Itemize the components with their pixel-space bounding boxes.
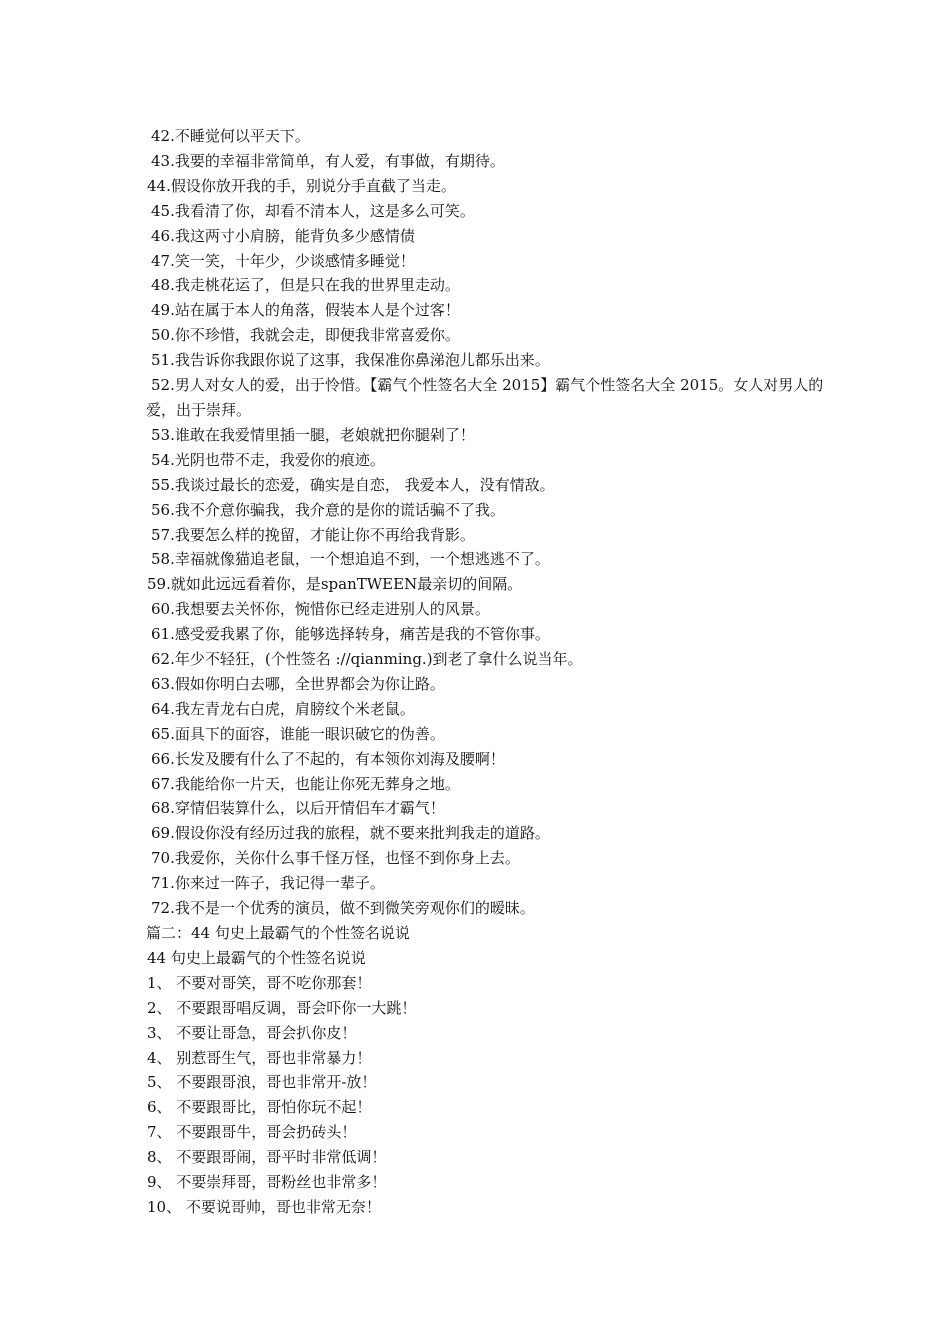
text-line: 3、 不要让哥急，哥会扒你皮！ [147, 1023, 357, 1042]
text-line: 68.穿情侣装算什么，以后开情侣车才霸气！ [151, 799, 445, 818]
text-line: 44.假设你放开我的手，别说分手直截了当走。 [147, 176, 456, 195]
text-line: 45.我看清了你，却看不清本人，这是多么可笑。 [151, 201, 475, 220]
text-line: 6、 不要跟哥比，哥怕你玩不起！ [147, 1098, 372, 1117]
text-line: 55.我谈过最长的恋爱，确实是自恋， 我爱本人，没有情敌。 [151, 475, 555, 494]
text-line: 65.面具下的面容，谁能一眼识破它的伪善。 [151, 724, 445, 743]
text-line: 9、 不要崇拜哥，哥粉丝也非常多！ [147, 1173, 387, 1192]
text-line: 54.光阴也带不走，我爱你的痕迹。 [151, 450, 385, 469]
text-line: 69.假设你没有经历过我的旅程，就不要来批判我走的道路。 [151, 824, 550, 843]
text-line: 50.你不珍惜，我就会走，即便我非常喜爱你。 [151, 326, 460, 345]
document-body [146, 124, 826, 1220]
text-line: 5、 不要跟哥浪，哥也非常开-放！ [147, 1073, 377, 1092]
text-line: 51.我告诉你我跟你说了这事，我保准你鼻涕泡儿都乐出来。 [151, 351, 550, 370]
text-line: 57.我要怎么样的挽留，才能让你不再给我背影。 [151, 525, 475, 544]
text-line: 70.我爱你，关你什么事千怪万怪，也怪不到你身上去。 [151, 849, 520, 868]
text-line: 7、 不要跟哥牛，哥会扔砖头！ [147, 1123, 357, 1142]
text-line: 1、 不要对哥笑，哥不吃你那套！ [147, 973, 372, 992]
text-line: 49.站在属于本人的角落，假装本人是个过客！ [151, 301, 460, 320]
subheading: 44 句史上最霸气的个性签名说说 [147, 948, 366, 967]
text-line: 60.我想要去关怀你，惋惜你已经走进别人的风景。 [151, 600, 490, 619]
text-line: 64.我左青龙右白虎，肩膀纹个米老鼠。 [151, 699, 415, 718]
text-line: 61.感受爱我累了你，能够选择转身，痛苦是我的不管你事。 [151, 625, 550, 644]
text-line: 4、 别惹哥生气，哥也非常暴力！ [147, 1048, 372, 1067]
text-line: 8、 不要跟哥闹，哥平时非常低调！ [147, 1148, 387, 1167]
text-line: 56.我不介意你骗我，我介意的是你的谎话骗不了我。 [151, 500, 505, 519]
text-line: 63.假如你明白去哪，全世界都会为你让路。 [151, 674, 445, 693]
text-line: 67.我能给你一片天，也能让你死无葬身之地。 [151, 774, 460, 793]
text-line: 43.我要的幸福非常简单，有人爱，有事做，有期待。 [151, 151, 505, 170]
text-line: 66.长发及腰有什么了不起的，有本领你刘海及腰啊！ [151, 749, 505, 768]
text-line: 62.年少不轻狂，(个性签名 ://qianming.)到老了拿什么说当年。 [151, 650, 583, 669]
text-line: 58.幸福就像猫追老鼠，一个想追追不到，一个想逃逃不了。 [151, 550, 550, 569]
text-line: 42.不睡觉何以平天下。 [151, 127, 310, 145]
text-line: 10、 不要说哥帅，哥也非常无奈！ [147, 1197, 381, 1216]
text-line: 2、 不要跟哥唱反调，哥会吓你一大跳！ [147, 998, 417, 1017]
text-line: 46.我这两寸小肩膀，能背负多少感情债 [151, 226, 415, 245]
text-line: 52.男人对女人的爱，出于怜惜。【霸气个性签名大全 2015】霸气个性签名大全 2015。女人对男人的爱，出于崇拜。 [146, 376, 824, 419]
section-heading: 篇二：44 句史上最霸气的个性签名说说 [146, 924, 410, 942]
text-line: 59.就如此远远看着你，是spanTWEEN最亲切的间隔。 [147, 575, 523, 594]
text-line: 47.笑一笑，十年少，少谈感情多睡觉！ [151, 251, 415, 270]
text-line: 53.谁敢在我爱情里插一腿，老娘就把你腿剁了！ [151, 425, 475, 444]
text-line: 72.我不是一个优秀的演员，做不到微笑旁观你们的暧昧。 [151, 899, 535, 918]
text-line: 71.你来过一阵子，我记得一辈子。 [151, 874, 385, 893]
text-line: 48.我走桃花运了，但是只在我的世界里走动。 [151, 276, 460, 295]
